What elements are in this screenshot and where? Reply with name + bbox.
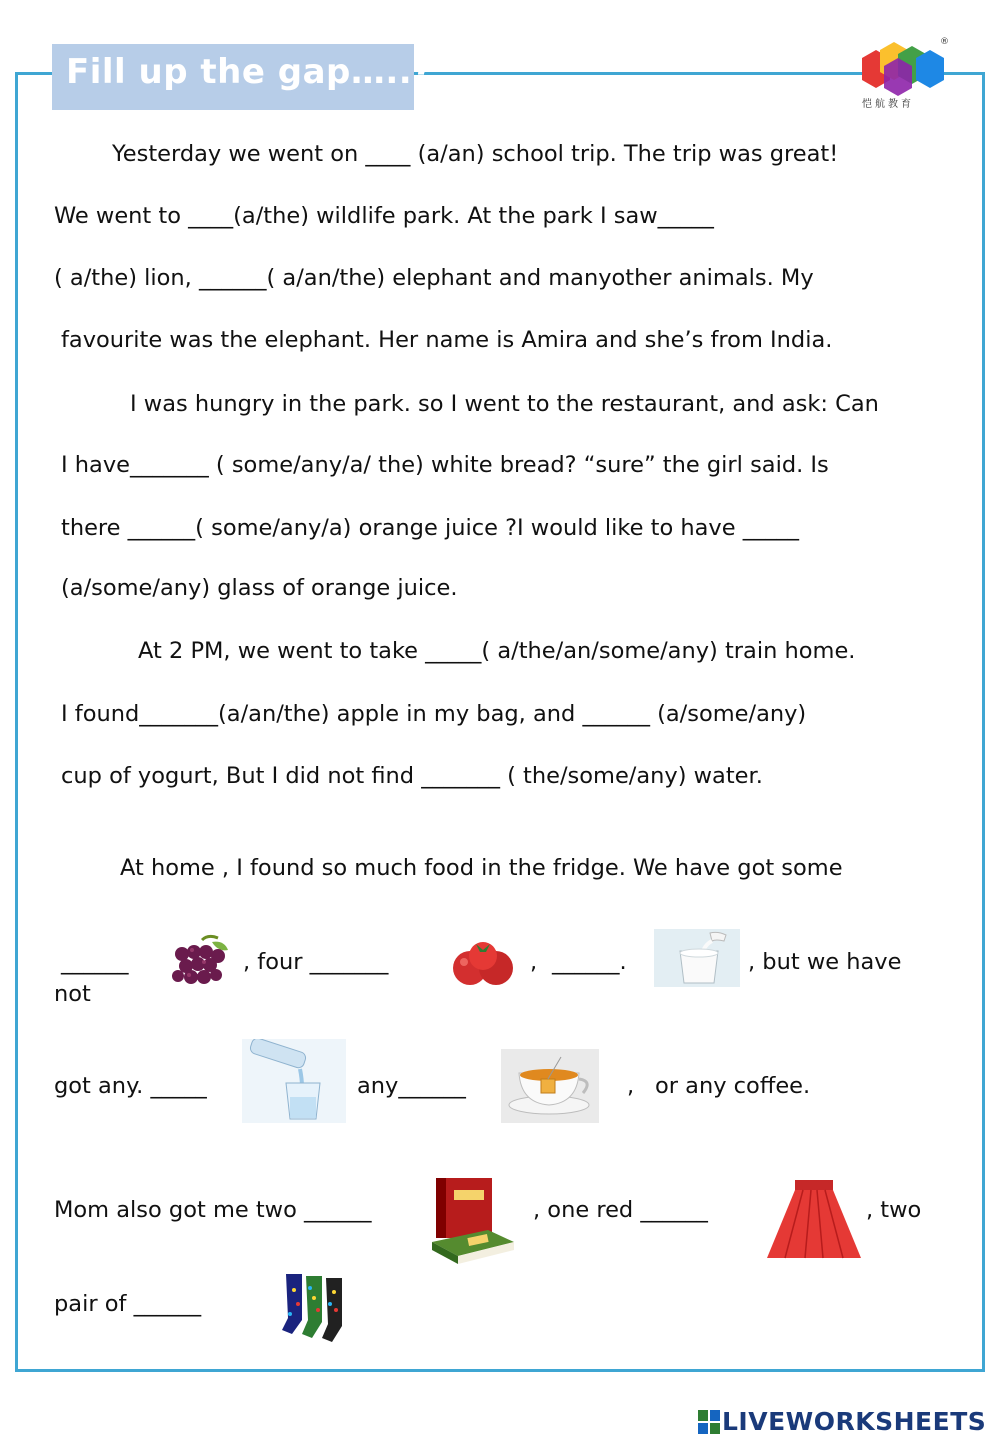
logo-subtitle: 恺航教育	[862, 99, 914, 110]
page-title: Fill up the gap…..?	[66, 52, 433, 92]
blank-skirt[interactable]: , one red ______	[533, 1197, 708, 1223]
p3-line2: I found_______(a/an/the) apple in my bag, and ______ (a/some/any)	[61, 701, 807, 727]
p3-line1: At 2 PM, we went to take _____( a/the/an/some/any) train home.	[138, 638, 856, 664]
liveworksheets-logo-icon	[698, 1410, 720, 1434]
row2-text-or-any-coffee: or any coffee.	[655, 1073, 811, 1099]
blank-grapes[interactable]: ______	[61, 949, 129, 975]
books-icon	[428, 1172, 516, 1272]
row1-text-not: not	[54, 981, 91, 1007]
p2-line3: there ______( some/any/a) orange juice ?I would like to have _____	[61, 515, 799, 541]
p4-line1: At home , I found so much food in the fridge. We have got some	[120, 855, 843, 881]
p1-line3: ( a/the) lion, ______( a/an/the) elephant and manyother animals. My	[54, 265, 814, 291]
comma-1: ,	[530, 949, 538, 975]
tomatoes-icon	[450, 934, 518, 992]
blank-socks[interactable]: pair of ______	[54, 1291, 202, 1317]
p2-line2: I have_______ ( some/any/a/ the) white bread? “sure” the girl said. Is	[61, 452, 829, 478]
footer-brand[interactable]: LIVEWORKSHEETS	[722, 1407, 987, 1436]
blank-milk[interactable]: ______.	[552, 949, 627, 975]
p3-line3: cup of yogurt, But I did not find _______ ( the/some/any) water.	[61, 763, 763, 789]
registered-mark: ®	[940, 37, 949, 47]
row1-text-but-we-have: , but we have	[748, 949, 902, 975]
blank-books[interactable]: Mom also got me two ______	[54, 1197, 372, 1223]
blank-tea[interactable]: any______	[357, 1073, 466, 1099]
blank-tomatoes[interactable]: , four _______	[243, 949, 389, 975]
skirt-icon	[765, 1176, 863, 1264]
p1-line2: We went to ____(a/the) wildlife park. At the park I saw_____	[54, 203, 714, 229]
blank-water[interactable]: got any. _____	[54, 1073, 207, 1099]
socks-icon	[280, 1270, 350, 1346]
comma-2: ,	[627, 1073, 635, 1099]
milk-icon	[654, 929, 740, 987]
row3-text-two: , two	[866, 1197, 922, 1223]
p2-line1: I was hungry in the park. so I went to the restaurant, and ask: Can	[130, 391, 879, 417]
p2-line4: (a/some/any) glass of orange juice.	[61, 575, 458, 601]
p1-line4: favourite was the elephant. Her name is Amira and she’s from India.	[61, 327, 833, 353]
tea-icon	[501, 1049, 599, 1123]
p1-line1: Yesterday we went on ____ (a/an) school trip. The trip was great!	[112, 141, 839, 167]
water-icon	[242, 1039, 346, 1123]
grapes-icon	[168, 934, 236, 988]
